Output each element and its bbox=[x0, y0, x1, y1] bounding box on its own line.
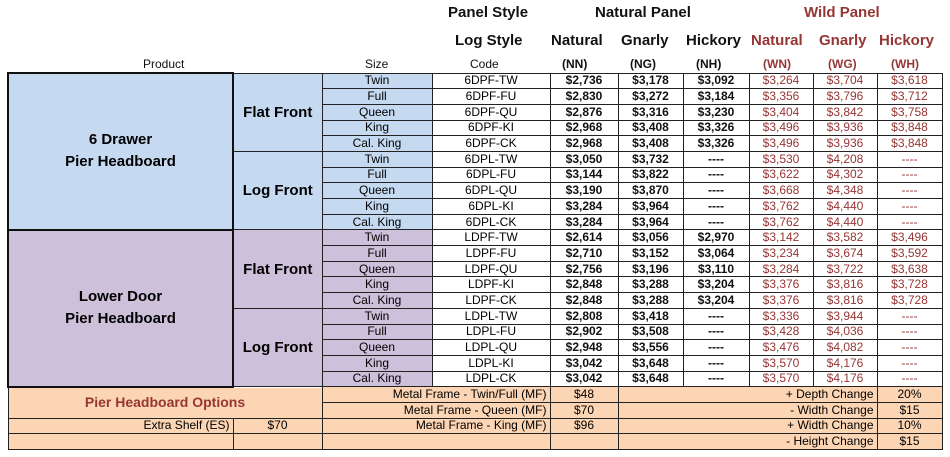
price-cell: $3,944 bbox=[813, 308, 877, 324]
size-cell: Cal. King bbox=[322, 136, 432, 152]
col-code-nh: (NH) bbox=[696, 57, 722, 71]
price-cell: $3,796 bbox=[813, 89, 877, 105]
price-cell: $3,870 bbox=[618, 183, 683, 199]
price-cell: $4,302 bbox=[813, 167, 877, 183]
change-label: - Width Change bbox=[618, 402, 877, 418]
size-cell: Full bbox=[322, 246, 432, 262]
price-cell: $3,408 bbox=[618, 120, 683, 136]
price-cell: $3,404 bbox=[749, 104, 813, 120]
price-cell: $3,712 bbox=[877, 89, 942, 105]
group-title-line-2: Pier Headboard bbox=[65, 310, 176, 328]
price-cell: $2,970 bbox=[683, 230, 749, 246]
price-cell: $3,728 bbox=[877, 277, 942, 293]
price-cell: $3,428 bbox=[749, 324, 813, 340]
price-cell: $4,440 bbox=[813, 214, 877, 230]
price-cell: $3,042 bbox=[550, 355, 618, 371]
wild-panel-label: Wild Panel bbox=[804, 4, 880, 21]
style-name: Flat Front bbox=[233, 73, 322, 151]
price-cell: $4,036 bbox=[813, 324, 877, 340]
price-cell: $3,816 bbox=[813, 277, 877, 293]
price-cell: $3,184 bbox=[683, 89, 749, 105]
price-cell: $3,936 bbox=[813, 120, 877, 136]
price-cell: $2,808 bbox=[550, 308, 618, 324]
price-cell: ---- bbox=[877, 355, 942, 371]
col-code-wh: (WH) bbox=[891, 57, 919, 71]
col-name-nh: Hickory bbox=[686, 32, 742, 49]
options-row bbox=[8, 418, 942, 434]
code-cell: LDPL-KI bbox=[432, 355, 550, 371]
price-cell: $2,830 bbox=[550, 89, 618, 105]
price-cell: $3,284 bbox=[749, 261, 813, 277]
price-cell: ---- bbox=[877, 151, 942, 167]
size-cell: Cal. King bbox=[322, 293, 432, 309]
price-cell: ---- bbox=[877, 371, 942, 387]
price-cell: $2,614 bbox=[550, 230, 618, 246]
price-cell: $3,728 bbox=[877, 293, 942, 309]
price-cell: $3,848 bbox=[877, 136, 942, 152]
col-name-wh: Hickory bbox=[879, 32, 935, 49]
price-cell: $4,082 bbox=[813, 340, 877, 356]
size-cell: King bbox=[322, 355, 432, 371]
code-label: Code bbox=[470, 57, 499, 71]
price-cell: $3,230 bbox=[683, 104, 749, 120]
price-cell: ---- bbox=[877, 308, 942, 324]
price-cell: $3,638 bbox=[877, 261, 942, 277]
price-cell: $3,356 bbox=[749, 89, 813, 105]
price-cell: $3,092 bbox=[683, 73, 749, 89]
price-table bbox=[7, 72, 943, 450]
price-cell: ---- bbox=[877, 199, 942, 215]
price-cell: $3,496 bbox=[749, 136, 813, 152]
change-label: + Depth Change bbox=[618, 387, 877, 403]
price-cell: $3,196 bbox=[618, 261, 683, 277]
price-cell: $4,176 bbox=[813, 371, 877, 387]
change-value: 20% bbox=[877, 387, 942, 403]
table-row bbox=[8, 73, 942, 89]
price-cell: $3,964 bbox=[618, 214, 683, 230]
price-cell: $3,326 bbox=[683, 136, 749, 152]
frame-price: $70 bbox=[550, 402, 618, 418]
col-name-nn: Natural bbox=[551, 32, 603, 49]
price-cell: $4,176 bbox=[813, 355, 877, 371]
size-cell: Twin bbox=[322, 308, 432, 324]
change-value: $15 bbox=[877, 434, 942, 450]
size-cell: Full bbox=[322, 324, 432, 340]
price-cell: $3,822 bbox=[618, 167, 683, 183]
price-cell: $3,284 bbox=[550, 214, 618, 230]
group-title-line-1: 6 Drawer bbox=[88, 131, 153, 149]
price-cell: ---- bbox=[877, 214, 942, 230]
price-cell: $3,556 bbox=[618, 340, 683, 356]
price-cell: $3,284 bbox=[550, 199, 618, 215]
price-cell: $3,110 bbox=[683, 261, 749, 277]
price-cell: $3,288 bbox=[618, 277, 683, 293]
col-name-wg: Gnarly bbox=[819, 32, 867, 49]
price-cell: $3,762 bbox=[749, 214, 813, 230]
group-title-line-2: Pier Headboard bbox=[65, 153, 176, 171]
code-cell: 6DPF-KI bbox=[432, 120, 550, 136]
price-cell: $2,902 bbox=[550, 324, 618, 340]
price-cell: $3,762 bbox=[749, 199, 813, 215]
code-cell: LDPL-FU bbox=[432, 324, 550, 340]
price-table-body bbox=[8, 73, 942, 450]
price-cell: $3,722 bbox=[813, 261, 877, 277]
product-label: Product bbox=[143, 57, 185, 71]
price-cell: ---- bbox=[683, 183, 749, 199]
price-cell: $3,050 bbox=[550, 151, 618, 167]
price-cell: $3,336 bbox=[749, 308, 813, 324]
price-cell: $3,056 bbox=[618, 230, 683, 246]
price-cell: $3,570 bbox=[749, 371, 813, 387]
price-cell: ---- bbox=[683, 167, 749, 183]
col-code-wn: (WN) bbox=[763, 57, 791, 71]
price-cell: $3,648 bbox=[618, 371, 683, 387]
price-cell: $3,064 bbox=[683, 246, 749, 262]
price-cell: $3,288 bbox=[618, 293, 683, 309]
code-cell: 6DPL-FU bbox=[432, 167, 550, 183]
change-label: - Height Change bbox=[618, 434, 877, 450]
price-cell: $3,144 bbox=[550, 167, 618, 183]
price-cell: $3,204 bbox=[683, 293, 749, 309]
price-cell: $3,376 bbox=[749, 293, 813, 309]
change-value: $15 bbox=[877, 402, 942, 418]
price-cell: $3,816 bbox=[813, 293, 877, 309]
col-code-wg: (WG) bbox=[828, 57, 857, 71]
size-cell: Queen bbox=[322, 340, 432, 356]
price-cell: $3,152 bbox=[618, 246, 683, 262]
size-cell: Queen bbox=[322, 104, 432, 120]
price-cell: $3,476 bbox=[749, 340, 813, 356]
size-cell: King bbox=[322, 199, 432, 215]
price-cell: $3,376 bbox=[749, 277, 813, 293]
price-cell: ---- bbox=[683, 199, 749, 215]
col-name-ng: Gnarly bbox=[621, 32, 669, 49]
size-cell: Cal. King bbox=[322, 371, 432, 387]
change-label: + Width Change bbox=[618, 418, 877, 434]
extra-shelf-price: $70 bbox=[233, 418, 322, 434]
price-cell: $3,178 bbox=[618, 73, 683, 89]
group-title bbox=[8, 73, 233, 230]
size-cell: Twin bbox=[322, 73, 432, 89]
price-cell: $3,704 bbox=[813, 73, 877, 89]
empty-cell bbox=[550, 434, 618, 450]
price-cell: $3,418 bbox=[618, 308, 683, 324]
code-cell: LDPF-CK bbox=[432, 293, 550, 309]
price-cell: ---- bbox=[683, 308, 749, 324]
price-cell: ---- bbox=[683, 371, 749, 387]
price-cell: ---- bbox=[877, 324, 942, 340]
price-cell: $2,736 bbox=[550, 73, 618, 89]
price-cell: $3,190 bbox=[550, 183, 618, 199]
price-cell: $2,876 bbox=[550, 104, 618, 120]
code-cell: 6DPF-TW bbox=[432, 73, 550, 89]
price-cell: $3,234 bbox=[749, 246, 813, 262]
price-cell: $2,968 bbox=[550, 120, 618, 136]
price-cell: $2,948 bbox=[550, 340, 618, 356]
code-cell: 6DPL-CK bbox=[432, 214, 550, 230]
price-cell: $3,264 bbox=[749, 73, 813, 89]
price-cell: $2,756 bbox=[550, 261, 618, 277]
code-cell: LDPL-CK bbox=[432, 371, 550, 387]
size-cell: King bbox=[322, 277, 432, 293]
price-cell: $3,326 bbox=[683, 120, 749, 136]
code-cell: LDPF-FU bbox=[432, 246, 550, 262]
price-cell: ---- bbox=[683, 214, 749, 230]
price-cell: $3,530 bbox=[749, 151, 813, 167]
price-cell: ---- bbox=[683, 324, 749, 340]
price-cell: ---- bbox=[877, 183, 942, 199]
price-cell: $2,710 bbox=[550, 246, 618, 262]
frame-price: $48 bbox=[550, 387, 618, 403]
code-cell: 6DPF-CK bbox=[432, 136, 550, 152]
price-cell: $3,648 bbox=[618, 355, 683, 371]
size-cell: Queen bbox=[322, 183, 432, 199]
code-cell: LDPL-QU bbox=[432, 340, 550, 356]
col-code-nn: (NN) bbox=[562, 57, 588, 71]
style-name: Log Front bbox=[233, 308, 322, 386]
price-cell: $3,964 bbox=[618, 199, 683, 215]
frame-price: $96 bbox=[550, 418, 618, 434]
price-cell: $3,496 bbox=[877, 230, 942, 246]
price-cell: $3,842 bbox=[813, 104, 877, 120]
price-cell: ---- bbox=[877, 340, 942, 356]
size-cell: Twin bbox=[322, 230, 432, 246]
price-cell: $3,316 bbox=[618, 104, 683, 120]
frame-label: Metal Frame - Queen (MF) bbox=[322, 402, 550, 418]
price-cell: $3,758 bbox=[877, 104, 942, 120]
options-row bbox=[8, 387, 942, 403]
price-cell: $3,674 bbox=[813, 246, 877, 262]
code-cell: LDPF-QU bbox=[432, 261, 550, 277]
price-cell: $3,042 bbox=[550, 371, 618, 387]
price-cell: $3,848 bbox=[877, 120, 942, 136]
price-cell: $3,936 bbox=[813, 136, 877, 152]
size-label: Size bbox=[365, 57, 389, 71]
table-row bbox=[8, 230, 942, 246]
price-cell: $3,592 bbox=[877, 246, 942, 262]
price-cell: $4,208 bbox=[813, 151, 877, 167]
price-cell: ---- bbox=[683, 355, 749, 371]
price-cell: $2,848 bbox=[550, 277, 618, 293]
price-cell: $3,582 bbox=[813, 230, 877, 246]
price-cell: $4,440 bbox=[813, 199, 877, 215]
empty-cell bbox=[322, 434, 550, 450]
size-cell: King bbox=[322, 120, 432, 136]
code-cell: 6DPF-FU bbox=[432, 89, 550, 105]
price-cell: $3,408 bbox=[618, 136, 683, 152]
price-cell: ---- bbox=[683, 340, 749, 356]
price-cell: $3,272 bbox=[618, 89, 683, 105]
price-cell: $3,618 bbox=[877, 73, 942, 89]
price-cell: ---- bbox=[877, 167, 942, 183]
log-style-label: Log Style bbox=[455, 32, 523, 49]
natural-panel-label: Natural Panel bbox=[595, 4, 691, 21]
empty-cell bbox=[233, 434, 322, 450]
price-cell: $3,570 bbox=[749, 355, 813, 371]
price-cell: $3,496 bbox=[749, 120, 813, 136]
size-cell: Cal. King bbox=[322, 214, 432, 230]
code-cell: 6DPL-KI bbox=[432, 199, 550, 215]
price-cell: $3,142 bbox=[749, 230, 813, 246]
options-title: Pier Headboard Options bbox=[8, 387, 322, 418]
price-cell: ---- bbox=[683, 151, 749, 167]
code-cell: LDPL-TW bbox=[432, 308, 550, 324]
price-cell: $3,622 bbox=[749, 167, 813, 183]
style-name: Log Front bbox=[233, 151, 322, 229]
code-cell: 6DPL-QU bbox=[432, 183, 550, 199]
table-header bbox=[0, 0, 950, 72]
size-cell: Queen bbox=[322, 261, 432, 277]
price-cell: $3,204 bbox=[683, 277, 749, 293]
code-cell: LDPF-TW bbox=[432, 230, 550, 246]
price-cell: $3,508 bbox=[618, 324, 683, 340]
extra-shelf-label: Extra Shelf (ES) bbox=[8, 418, 233, 434]
group-title-line-1: Lower Door bbox=[78, 288, 163, 306]
price-cell: $3,668 bbox=[749, 183, 813, 199]
col-name-wn: Natural bbox=[751, 32, 803, 49]
code-cell: 6DPL-TW bbox=[432, 151, 550, 167]
options-row bbox=[8, 434, 942, 450]
code-cell: 6DPF-QU bbox=[432, 104, 550, 120]
frame-label: Metal Frame - Twin/Full (MF) bbox=[322, 387, 550, 403]
size-cell: Twin bbox=[322, 151, 432, 167]
price-cell: $2,848 bbox=[550, 293, 618, 309]
col-code-ng: (NG) bbox=[630, 57, 656, 71]
size-cell: Full bbox=[322, 167, 432, 183]
price-cell: $2,968 bbox=[550, 136, 618, 152]
empty-cell bbox=[8, 434, 233, 450]
panel-style-label: Panel Style bbox=[448, 4, 529, 21]
price-cell: $4,348 bbox=[813, 183, 877, 199]
code-cell: LDPF-KI bbox=[432, 277, 550, 293]
size-cell: Full bbox=[322, 89, 432, 105]
frame-label: Metal Frame - King (MF) bbox=[322, 418, 550, 434]
change-value: 10% bbox=[877, 418, 942, 434]
style-name: Flat Front bbox=[233, 230, 322, 308]
group-title bbox=[8, 230, 233, 387]
price-cell: $3,732 bbox=[618, 151, 683, 167]
